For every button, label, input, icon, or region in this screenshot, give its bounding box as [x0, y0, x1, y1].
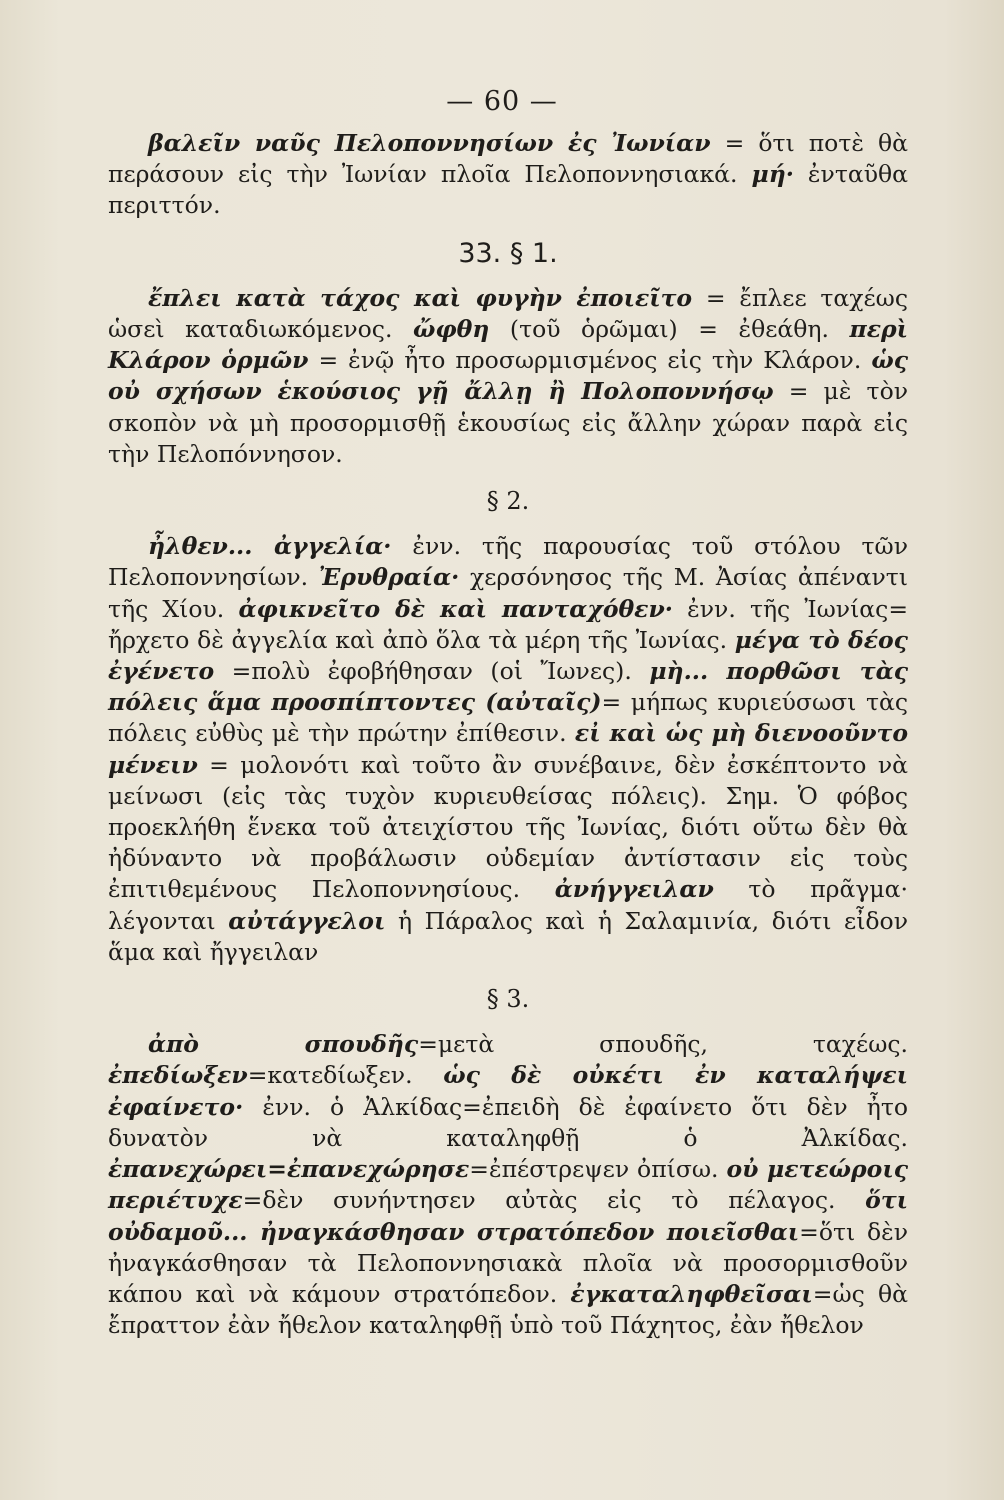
gloss-text: =κατεδίωξεν. — [247, 1061, 444, 1090]
gloss-text: ἐνν. ὁ Ἀλκίδας=ἐπειδὴ δὲ ἐφαίνετο ὅτι δὲν ἦτο δυνατὸν νὰ καταληφθῇ ὁ Ἀλκίδας. — [108, 1092, 908, 1152]
gloss-text: =πολὺ ἐφοβήθησαν (οἱ Ἴωνες). — [214, 657, 650, 686]
gloss-text: =μετὰ σπουδῆς, ταχέως. — [418, 1030, 909, 1059]
gloss-text: = ἔπλεε ταχέως ὡσεὶ καταδιωκόμενος. — [108, 283, 908, 344]
gloss-text: ἐνταῦθα περιττόν. — [108, 160, 908, 220]
greek-lemma: ἀφικνεῖτο δὲ καὶ πανταχόθεν· — [238, 594, 673, 623]
section-heading: 33. § 1. — [458, 237, 558, 269]
section-heading: § 2. — [486, 487, 530, 516]
greek-lemma: βαλεῖν ναῦς Πελοποννησίων ἐς Ἰωνίαν — [148, 129, 711, 157]
greek-lemma: μέγα τὸ δέος ἐγένετο — [108, 625, 908, 686]
greek-lemma: ὡς δὲ οὐκέτι ἐν καταλήψει ἐφαίνετο· — [108, 1061, 908, 1121]
page-number: — 60 — — [446, 86, 558, 117]
gloss-text: = ἐνῷ ἦτο προσωρμισμένος εἰς τὴν Κλάρον. — [308, 346, 872, 375]
gloss-text: (τοῦ ὁρῶμαι) = ἐθεάθη. — [489, 315, 850, 344]
gloss-text: =ἐπέστρεψεν ὀπίσω. — [469, 1155, 727, 1184]
gloss-text: = μήπως κυριεύσωσι τὰς πόλεις εὐθὺς μὲ τὴν πρώτην ἐπίθεσιν. — [108, 688, 908, 748]
commentary-paragraph — [108, 1029, 908, 1341]
gloss-text: τὸ πρᾶγμα· λέγονται — [108, 875, 908, 935]
gloss-text: ἐνν. τῆς Ἰωνίας= ἤρχετο δὲ ἀγγελία καὶ ἀπὸ ὅλα τὰ μέρη τῆς Ἰωνίας. — [108, 594, 909, 654]
greek-lemma: αὐτάγγελοι — [228, 906, 386, 935]
greek-lemma: περὶ Κλάρον ὁρμῶν — [108, 315, 908, 375]
gloss-text: =ὡς θὰ ἔπραττον ἐὰν ἤθελον καταληφθῇ ὑπὸ τοῦ Πάχητος, ἐὰν ἤθελον — [108, 1279, 908, 1340]
gloss-text: = ὅτι ποτὲ θὰ περάσουν εἰς τὴν Ἰωνίαν πλοῖα Πελοποννησιακά. — [108, 129, 908, 189]
greek-lemma: ἦλθεν... ἀγγελία· — [148, 532, 392, 561]
greek-lemma: ὤφθη — [412, 315, 490, 344]
greek-lemma: μή· — [751, 160, 794, 189]
greek-lemma: οὐ μετεώροις περιέτυχε — [108, 1155, 908, 1215]
gloss-text: χερσόνησος τῆς Μ. Ἀσίας ἀπέναντι τῆς Χίου. — [108, 563, 908, 623]
commentary-text — [108, 128, 908, 1341]
gloss-text: = μὲ τὸν σκοπὸν νὰ μὴ προσορμισθῇ ἑκουσίως εἰς ἄλλην χώραν παρὰ εἰς τὴν Πελοπόννησον. — [108, 377, 908, 468]
section-heading: § 3. — [486, 985, 530, 1014]
greek-lemma: ὅτι οὐδαμοῦ... ἠναγκάσθησαν στρατόπεδον ποιεῖσθαι — [108, 1186, 908, 1246]
greek-lemma: ἀπὸ σπουδῆς — [148, 1030, 419, 1059]
greek-lemma: Ἐρυθραία· — [318, 563, 460, 592]
commentary-paragraph — [108, 128, 908, 222]
greek-lemma: εἰ καὶ ὡς μὴ διενοοῦντο μένειν — [108, 719, 908, 779]
greek-lemma: ἐγκαταληφθεῖσαι — [570, 1279, 813, 1308]
greek-lemma: ἀνήγγειλαν — [554, 875, 714, 904]
commentary-paragraph — [108, 283, 908, 470]
greek-lemma: ὡς οὐ σχήσων ἑκούσιος γῇ ἄλλῃ ἢ Πολοποννήσῳ — [108, 346, 908, 406]
gloss-text: =ὅτι δὲν ἠναγκάσθησαν τὰ Πελοποννησιακὰ πλοῖα νὰ προσορμισθοῦν κάπου καὶ νὰ κάμουν στρατόπεδον. — [108, 1217, 908, 1308]
greek-lemma: ἐπεδίωξεν — [108, 1061, 248, 1090]
greek-lemma: ἐπανεχώρει=ἐπανεχώρησε — [108, 1155, 470, 1184]
gloss-text: ἡ Πάραλος καὶ ἡ Σαλαμινία, διότι εἶδον ἅμα καὶ ἤγγειλαν — [108, 906, 908, 966]
gloss-text: ἐνν. τῆς παρουσίας τοῦ στόλου τῶν Πελοποννησίων. — [108, 532, 908, 592]
commentary-paragraph — [108, 531, 908, 968]
greek-lemma: μὴ... πορθῶσι τὰς πόλεις ἅμα προσπίπτοντες (αὐταῖς) — [108, 657, 909, 717]
gloss-text: = μολονότι καὶ τοῦτο ἂν συνέβαινε, δὲν ἐσκέπτοντο νὰ μείνωσι (εἰς τὰς τυχὸν κυριευθείσας πόλεις). Σημ. Ὁ φόβος προεκλήθη ἕνεκα τοῦ ἀτειχίστου τῆς Ἰωνίας, διότι οὕτω δὲν θὰ ἠδύναντο νὰ προβάλωσιν οὐδεμίαν ἀντίστασιν εἰς τοὺς ἐπιτιθεμένους Πελοποννησίους. — [108, 750, 908, 904]
gloss-text: =δὲν συνήντησεν αὐτὰς εἰς τὸ πέλαγος. — [242, 1186, 866, 1215]
greek-lemma: ἔπλει κατὰ τάχος καὶ φυγὴν ἐποιεῖτο — [148, 283, 693, 312]
